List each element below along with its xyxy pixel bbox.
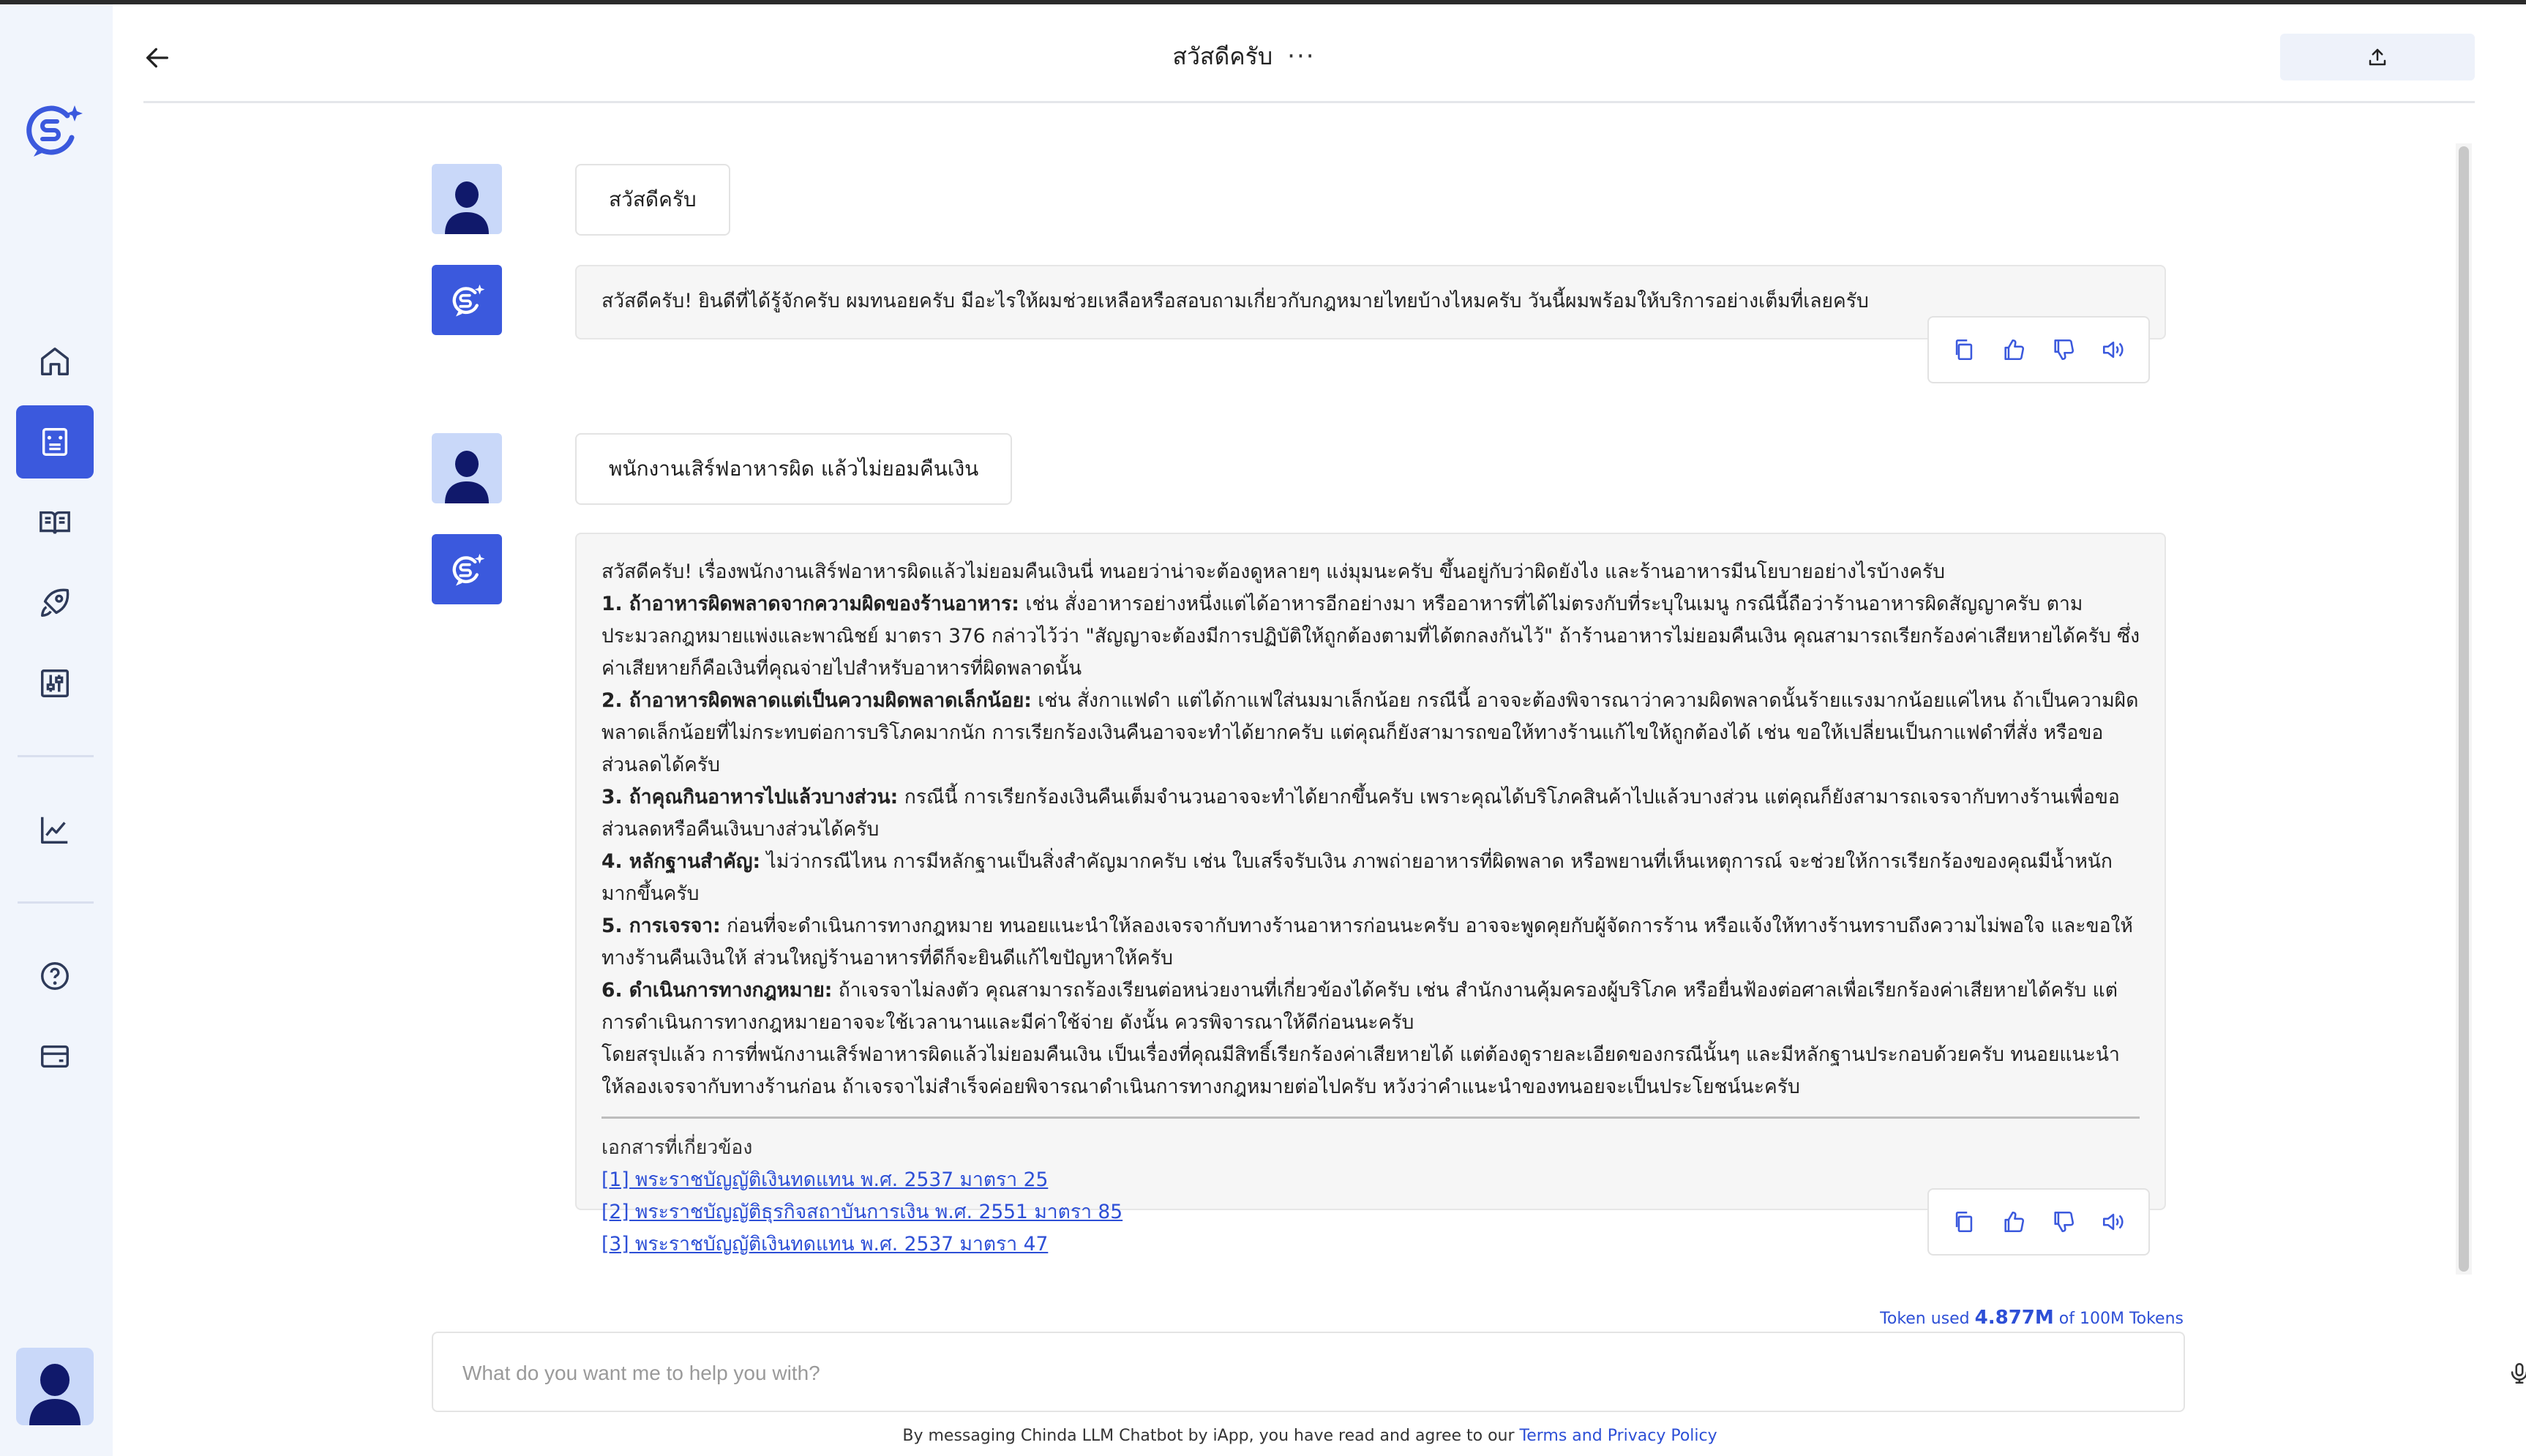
references-divider [601, 1117, 2140, 1119]
back-button[interactable] [139, 40, 176, 76]
point-text: ถ้าเจรจาไม่ลงตัว คุณสามารถร้องเรียนต่อหน่วยงานที่เกี่ยวข้องได้ครับ เช่น สำนักงานคุ้มครองผู้บริโภค หรือยื่นฟ้องต่อศาลเพื่อเรียกร้องค่าเสียหายได้ครับ แต่การดำเนินการทางกฎหมายอาจจะใช้เวลานานและมีค่าใช้จ่าย ดังนั้น ควรพิจารณาให้ดีก่อนนะครับ [601, 979, 2118, 1034]
thumbs-down-icon[interactable] [2049, 1207, 2078, 1237]
book-icon[interactable] [16, 486, 94, 559]
point-title: 5. การเจรจา: [601, 915, 721, 937]
copy-icon[interactable] [1949, 335, 1979, 364]
sliders-icon[interactable] [16, 647, 94, 720]
chinda-logo-icon[interactable] [20, 95, 89, 164]
point-text: กรณีนี้ การเรียกร้องเงินคืนเต็มจำนวนอาจจะทำได้ยากขึ้นครับ เพราะคุณได้บริโภคสินค้าไปแล้วบางส่วน แต่คุณก็ยังสามารถเจรจากับทางร้านเพื่อขอส่วนลดหรือคืนเงินบางส่วนได้ครับ [601, 786, 2120, 841]
chat-title: สวัสดีครับ [1172, 42, 1273, 70]
bot-point-1 [601, 588, 2140, 685]
window-top-border [0, 0, 2526, 4]
point-title: 1. ถ้าอาหารผิดพลาดจากความผิดของร้านอาหาร: [601, 593, 1019, 615]
chat-input[interactable] [462, 1355, 2043, 1392]
home-icon[interactable] [16, 325, 94, 398]
bot-point-5 [601, 910, 2140, 975]
share-button[interactable] [2280, 34, 2475, 80]
message-actions [1927, 1188, 2150, 1256]
arrow-left-icon [143, 43, 172, 72]
sidebar [0, 4, 113, 1456]
bot-point-6 [601, 975, 2140, 1039]
page-title [1134, 38, 1354, 75]
chinda-logo-icon [445, 278, 489, 322]
microphone-icon [2507, 1361, 2526, 1386]
chart-line-icon[interactable] [16, 793, 94, 866]
thumbs-up-icon[interactable] [1999, 335, 2028, 364]
header-divider [143, 101, 2475, 103]
copy-icon[interactable] [1949, 1207, 1979, 1237]
scrollbar-thumb[interactable] [2459, 146, 2469, 1272]
mic-button[interactable] [2501, 1355, 2526, 1392]
chinda-logo-icon [445, 547, 489, 591]
bot-point-2 [601, 685, 2140, 781]
message-actions [1927, 316, 2150, 383]
point-title: 4. หลักฐานสำคัญ: [601, 850, 761, 873]
thumbs-up-icon[interactable] [1999, 1207, 2028, 1237]
avatar[interactable] [16, 1348, 94, 1425]
bot-intro: สวัสดีครับ! เรื่องพนักงานเสิร์ฟอาหารผิดแล้วไม่ยอมคืนเงินนี่ ทนอยว่าน่าจะต้องดูหลายๆ แง่มุมนะครับ ขึ้นอยู่กับว่าผิดยังไง และร้านอาหารมีนโยบายอย่างไรบ้างครับ [601, 560, 1945, 583]
point-text: ไม่ว่ากรณีไหน การมีหลักฐานเป็นสิ่งสำคัญมากครับ เช่น ใบเสร็จรับเงิน ภาพถ่ายอาหารที่ผิดพลาด หรือพยานที่เห็นเหตุการณ์ จะช่วยให้การเรียกร้องของคุณมีน้ำหนักมากขึ้นครับ [601, 850, 2113, 905]
footnote [659, 1427, 1961, 1445]
token-used: 4.877M [1974, 1307, 2054, 1329]
bot-message [575, 533, 2166, 1256]
reference-link[interactable]: [1] พระราชบัญญัติเงินทดแทน พ.ศ. 2537 มาตรา 25 [601, 1168, 1049, 1191]
point-text: ก่อนที่จะดำเนินการทางกฎหมาย ทนอยแนะนำให้ลองเจรจากับทางร้านอาหารก่อนนะครับ อาจจะพูดคุยกับผู้จัดการร้าน หรือแจ้งให้ทางร้านทราบถึงความไม่พอใจ และขอให้ทางร้านคืนเงินให้ ส่วนใหญ่ร้านอาหารที่ดีก็จะยินดีแก้ไขปัญหาให้ครับ [601, 915, 2133, 969]
bot-avatar [432, 265, 502, 335]
wallet-icon[interactable] [16, 1020, 94, 1093]
speaker-icon[interactable] [2099, 335, 2128, 364]
reference-link[interactable]: [3] พระราชบัญญัติเงินทดแทน พ.ศ. 2537 มาตรา 47 [601, 1233, 1049, 1256]
point-title: 2. ถ้าอาหารผิดพลาดแต่เป็นความผิดพลาดเล็กน้อย: [601, 689, 1032, 712]
sidebar-divider [18, 901, 94, 904]
terms-link[interactable]: Terms and Privacy Policy [1519, 1427, 1717, 1445]
upload-icon [2366, 46, 2388, 68]
bot-avatar [432, 534, 502, 604]
bot-point-3 [601, 781, 2140, 846]
rocket-icon[interactable] [16, 566, 94, 639]
footnote-text: By messaging Chinda LLM Chatbot by iApp, you have read and agree to our [902, 1427, 1520, 1445]
point-title: 6. ดำเนินการทางกฎหมาย: [601, 979, 833, 1002]
user-avatar [432, 433, 502, 503]
reference-link[interactable]: [2] พระราชบัญญัติธุรกิจสถาบันการเงิน พ.ศ. 2551 มาตรา 85 [601, 1201, 1123, 1223]
help-icon[interactable] [16, 939, 94, 1013]
user-avatar [432, 164, 502, 234]
bot-conclusion: โดยสรุปแล้ว การที่พนักงานเสิร์ฟอาหารผิดแล้วไม่ยอมคืนเงิน เป็นเรื่องที่คุณมีสิทธิ์เรียกร้องค่าเสียหายได้ แต่ต้องดูรายละเอียดของกรณีนั้นๆ และมีหลักฐานประกอบด้วยครับ ทนอยแนะนำให้ลองเจรจากับทางร้านก่อน ถ้าเจรจาไม่สำเร็จค่อยพิจารณาดำเนินการทางกฎหมายต่อไปครับ หวังว่าคำแนะนำของทนอยจะเป็นประโยชน์นะครับ [601, 1043, 2120, 1098]
chat-icon[interactable] [16, 405, 94, 479]
bot-message-text: สวัสดีครับ! ยินดีที่ได้รู้จักครับ ผมทนอยครับ มีอะไรให้ผมช่วยเหลือหรือสอบถามเกี่ยวกับกฎหมายไทยบ้างไหมครับ วันนี้ผมพร้อมให้บริการอย่างเต็มที่เลยครับ [601, 290, 1869, 312]
thumbs-down-icon[interactable] [2049, 335, 2078, 364]
references-title: เอกสารที่เกี่ยวข้อง [601, 1136, 753, 1159]
sidebar-divider [18, 755, 94, 757]
point-title: 3. ถ้าคุณกินอาหารไปแล้วบางส่วน: [601, 786, 899, 808]
speaker-icon[interactable] [2099, 1207, 2128, 1237]
user-message: พนักงานเสิร์ฟอาหารผิด แล้วไม่ยอมคืนเงิน [575, 433, 1012, 505]
token-prefix: Token used [1880, 1310, 1975, 1328]
bot-point-4 [601, 846, 2140, 910]
more-horizontal-icon[interactable]: ··· [1287, 42, 1316, 71]
token-suffix: of 100M Tokens [2053, 1310, 2184, 1328]
token-usage [1756, 1307, 2184, 1329]
point-text: เช่น สั่งกาแฟดำ แต่ได้กาแฟใส่นมมาเล็กน้อย กรณีนี้ อาจจะต้องพิจารณาว่าความผิดพลาดนั้นร้ายแรงมากน้อยแค่ไหน ถ้าเป็นความผิดพลาดเล็กน้อยที่ไม่กระทบต่อการบริโภคมากนัก การเรียกร้องเงินคืนอาจจะทำได้ยากครับ แต่คุณก็ยังสามารถขอให้ทางร้านแก้ไขให้ถูกต้องได้ เช่น ขอให้เปลี่ยนเป็นกาแฟดำที่สั่ง หรือขอส่วนลดได้ครับ [601, 689, 2139, 776]
chat-input-box [432, 1332, 2185, 1412]
user-message: สวัสดีครับ [575, 164, 730, 236]
point-text: เช่น สั่งอาหารอย่างหนึ่งแต่ได้อาหารอีกอย่างมา หรืออาหารที่ได้ไม่ตรงกับที่ระบุในเมนู กรณีนี้ถือว่าร้านอาหารผิดสัญญาครับ ตามประมวลกฎหมายแพ่งและพาณิชย์ มาตรา 376 กล่าวไว้ว่า "สัญญาจะต้องมีการปฏิบัติให้ถูกต้องตามที่ได้ตกลงกันไว้" ถ้าร้านอาหารไม่ยอมคืนเงิน คุณสามารถเรียกร้องค่าเสียหายได้ครับ ซึ่งค่าเสียหายก็คือเงินที่คุณจ่ายไปสำหรับอาหารที่ผิดพลาดนั้น [601, 593, 2140, 680]
